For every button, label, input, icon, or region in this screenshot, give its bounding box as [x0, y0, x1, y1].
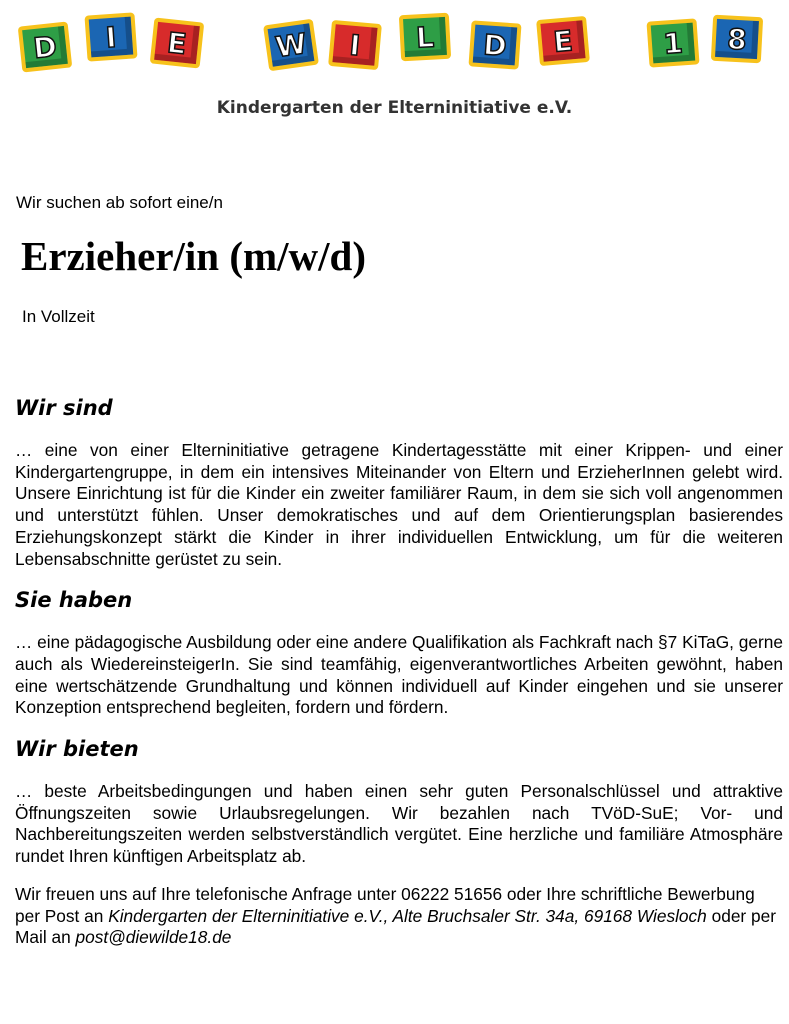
job-title: Erzieher/in (m/w/d): [21, 233, 367, 279]
employment-scope: In Vollzeit: [22, 307, 95, 326]
logo-block-e2: E: [536, 16, 590, 66]
logo-tagline: Kindergarten der Elterninitiative e.V.: [216, 98, 573, 118]
logo: [0, 0, 789, 130]
logo-block-d: D: [18, 22, 73, 73]
closing-text-2: oder per Mail an: [15, 905, 776, 948]
email-link[interactable]: post@diewilde18.de: [75, 927, 232, 948]
logo-block-i2: I: [328, 20, 382, 70]
section-wir-bieten: [15, 737, 783, 868]
logo-block-i: I: [84, 12, 137, 61]
section-heading-sie-haben: Sie haben: [15, 588, 133, 613]
logo-block-d2: D: [468, 20, 521, 69]
section-sie-haben: [15, 588, 783, 719]
section-text-sie-haben: … eine pädagogische Ausbildung oder eine andere Qualifikation als Fachkraft nach §7 KiTaG, gerne auch als WiedereinsteigerIn. Sie sind teamfähig, eigenverantwortliches Arbeiten gewöhnt, haben eine wertschätzende Grundhaltung und können individuell auf Kinder eingehen und sie unserer Konzeption entsprechend begleiten, fordern und fördern.: [15, 632, 783, 718]
section-text-wir-sind: … eine von einer Elterninitiative getragene Kindertagesstätte mit einer Krippen- und einer Kindergartengruppe, in dem ein intensives Miteinander von Eltern und ErzieherInnen gelebt wird. Unsere Einrichtung ist für die Kinder ein zweiter familiärer Raum, in dem sie sich voll angenommen und unterstützt fühlen. Unser demokratisches und auf dem Orientierungsplan basierendes Erziehungskonzept stärkt die Kinder in ihrer individuellen Entwicklung, um für die weiteren Lebensabschnitte gerüstet zu sein.: [15, 440, 783, 569]
content: [15, 396, 783, 949]
logo-block-w: W: [263, 19, 319, 72]
section-wir-sind: [15, 396, 783, 570]
section-heading-wir-sind: Wir sind: [15, 396, 113, 420]
closing-text: [15, 884, 783, 949]
logo-block-1: 1: [646, 18, 699, 67]
section-heading-wir-bieten: Wir bieten: [15, 737, 139, 762]
section-text-wir-bieten: … beste Arbeitsbedingungen und haben einen sehr guten Personalschlüssel und attraktive Öffnungszeiten sowie Urlaubsregelungen. Wir bezahlen nach TVöD-SuE; Vor- und Nachbereitungszeiten werden selbstverständlich vergütet. Eine herzliche und familiäre Atmosphäre rundet Ihren künftigen Arbeitsplatz ab.: [15, 781, 783, 867]
logo-block-e: E: [150, 18, 205, 69]
logo-block-l: L: [399, 13, 451, 62]
postal-address: Kindergarten der Elterninitiative e.V., Alte Bruchsaler Str. 34a, 69168 Wiesloch: [108, 905, 707, 926]
logo-block-8: 8: [711, 15, 763, 64]
closing-text-1: Wir freuen uns auf Ihre telefonische Anfrage unter 06222 51656 oder Ihre schriftliche Bewerbung per Post an: [15, 883, 755, 926]
intro-text: Wir suchen ab sofort eine/n: [16, 193, 223, 212]
closing-paragraph: [15, 884, 783, 949]
